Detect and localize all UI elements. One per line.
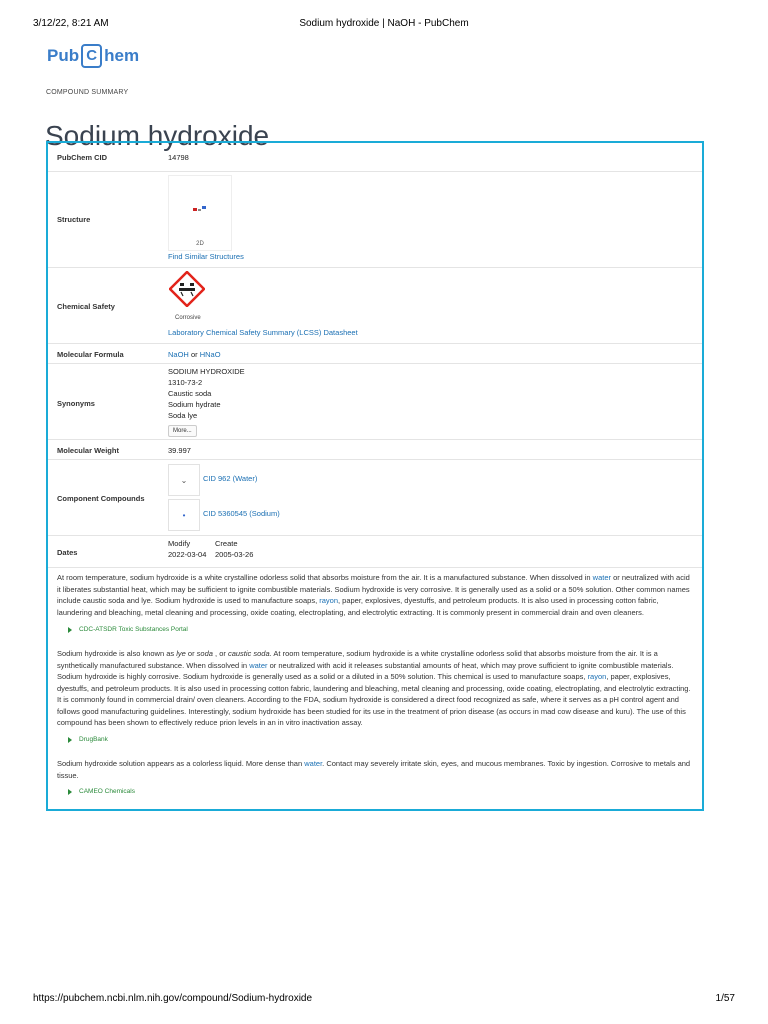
- desc-text: , paper, explosives, dyestuffs, and petroleum products. It is also used in processing cotton fabric, laundering and bleaching, metal cleaning and processing, oxide coating, electroplating, and electrolytic extracting. It is commonly present in commercial drain and oven cleaners.: [57, 596, 659, 617]
- row-molecular-formula: [48, 343, 702, 363]
- row-synonyms: [48, 363, 702, 439]
- formula-hnao-link[interactable]: HNaO: [199, 350, 221, 359]
- pictogram-caption: Corrosive: [175, 315, 201, 321]
- formula-naoh-link[interactable]: NaOH: [168, 350, 189, 359]
- description-paragraph: [57, 758, 693, 781]
- row-cid: [48, 143, 702, 171]
- molecular-weight-label: Molecular Weight: [57, 446, 119, 455]
- water-link[interactable]: water: [249, 660, 268, 670]
- description-paragraph: [57, 572, 693, 618]
- desc-text: , or: [212, 649, 228, 658]
- print-timestamp: 3/12/22, 8:21 AM: [33, 18, 109, 29]
- desc-text: Sodium hydroxide solution appears as a colorless liquid. More dense than: [57, 759, 305, 768]
- source-cdc-atsdr[interactable]: [68, 626, 188, 633]
- source-cameo-chemicals[interactable]: [68, 788, 135, 795]
- component-compounds-label: Component Compounds: [57, 494, 145, 503]
- print-page-number: 1/57: [715, 993, 735, 1004]
- print-footer: [33, 993, 735, 1007]
- source-label: CAMEO Chemicals: [79, 788, 135, 795]
- synonyms-label: Synonyms: [57, 399, 95, 408]
- desc-italic: soda: [196, 649, 213, 658]
- synonym-item: SODIUM HYDROXIDE: [168, 367, 245, 376]
- create-date: 2005-03-26: [215, 550, 254, 559]
- rayon-link[interactable]: rayon: [319, 596, 338, 605]
- molecular-formula-label: Molecular Formula: [57, 350, 124, 359]
- sodium-thumbnail[interactable]: [168, 499, 200, 531]
- source-drugbank[interactable]: [68, 736, 108, 743]
- molecule-icon: [193, 206, 207, 212]
- row-chemical-safety: [48, 267, 702, 343]
- print-header: [33, 18, 735, 32]
- molecular-weight-value: 39.997: [168, 446, 191, 455]
- molecular-formula-value: [168, 350, 221, 359]
- source-label: CDC-ATSDR Toxic Substances Portal: [79, 626, 188, 633]
- lcss-datasheet-link[interactable]: Laboratory Chemical Safety Summary (LCSS) Datasheet: [168, 328, 358, 337]
- synonyms-more-button[interactable]: More...: [168, 425, 197, 437]
- formula-joiner: or: [190, 350, 198, 359]
- desc-text: or: [185, 649, 197, 658]
- logo-c-icon: C: [81, 44, 102, 68]
- modify-date: 2022-03-04: [168, 550, 207, 559]
- synonym-item: Sodium hydrate: [168, 400, 221, 409]
- pubchem-logo[interactable]: [47, 44, 139, 68]
- desc-text: At room temperature, sodium hydroxide is a white crystalline odorless solid that absorbs moisture from the air. It is a manufactured substance. When dissolved in: [57, 573, 593, 582]
- cid-value: 14798: [168, 153, 189, 162]
- compound-summary-box: [46, 141, 704, 811]
- row-component-compounds: [48, 459, 702, 535]
- logo-text-left: Pub: [47, 46, 80, 65]
- desc-italic: caustic soda: [227, 649, 270, 658]
- desc-text: or neutralized with acid it releases substantial amounts of heat, which may prove sufficient to ignite combustible materials. Sodium hydroxide is highly corrosive. Sodium hydroxide is generally used as a solid or a diluted in a 50% solution. This chemical is used to manufacture soaps,: [57, 660, 674, 681]
- synonym-item: Soda lye: [168, 411, 198, 420]
- print-url: https://pubchem.ncbi.nlm.nih.gov/compound/Sodium-hydroxide: [33, 993, 313, 1004]
- expand-triangle-icon: [68, 789, 72, 795]
- modify-label: Modify: [168, 539, 191, 548]
- water-link[interactable]: water: [592, 573, 612, 582]
- desc-italic: lye: [176, 649, 186, 658]
- desc-text: or neutralized with acid it liberates substantial heat, which may be sufficient to ignite combustible materials. Sodium hydroxide is very corrosive. It is generally used as a solid or a 50% solution. Other common names include caustic soda and lye. Sodium hydroxide is used to manufacture soaps,: [57, 573, 690, 605]
- create-label: Create: [215, 539, 238, 548]
- row-dates: [48, 535, 702, 567]
- cid-962-water-link[interactable]: CID 962 (Water): [203, 474, 258, 483]
- page-title: Sodium hydroxide: [45, 119, 270, 151]
- description-section: [48, 567, 702, 811]
- source-label: DrugBank: [79, 736, 108, 743]
- cid-label: PubChem CID: [57, 153, 108, 162]
- expand-triangle-icon: [68, 737, 72, 743]
- description-paragraph: [57, 648, 693, 729]
- synonym-item: 1310-73-2: [168, 378, 203, 387]
- synonym-item: Caustic soda: [168, 389, 212, 398]
- corrosive-pictogram-icon[interactable]: [169, 271, 205, 307]
- rayon-link[interactable]: rayon: [587, 672, 607, 681]
- sodium-atom-icon: •: [182, 511, 186, 520]
- water-link[interactable]: water: [304, 759, 323, 768]
- structure-2d-tag: 2D: [196, 241, 204, 247]
- section-label: COMPOUND SUMMARY: [46, 89, 129, 96]
- desc-text: . Contact may severely irritate skin, eyes, and mucous membranes. Toxic by ingestion. Corrosive to metals and tissue.: [57, 759, 691, 780]
- cid-5360545-sodium-link[interactable]: CID 5360545 (Sodium): [203, 509, 280, 518]
- water-thumbnail[interactable]: [168, 464, 200, 496]
- structure-thumbnail[interactable]: [168, 175, 232, 251]
- row-molecular-weight: [48, 439, 702, 459]
- row-structure: [48, 171, 702, 267]
- find-similar-structures-link[interactable]: Find Similar Structures: [168, 252, 244, 261]
- desc-text: . At room temperature, sodium hydroxide is a white crystalline odorless solid that absorbs moisture from the air. It is a synthetically manufactured substance. When dissolved in: [57, 649, 658, 670]
- chemical-safety-label: Chemical Safety: [57, 302, 115, 311]
- water-molecule-icon: ⌄: [180, 476, 188, 485]
- desc-text: , paper, explosives, dyestuffs, and petroleum products. It is also used in processing cotton fabric, laundering and bleaching, metal cleaning and processing, oxide coating, electroplating, and electrolytic extracting. It is commonly found in commercial drain/ oven cleaners. According to the FDA, sodium hydroxide is considered a direct food recognized as safe, where it serves as a pH control agent and follows good manufacturing guidelines. Interestingly, sodium hydroxide has been studied for its use in the treatment of prion disease (as occurs in mad cow disease and kuru). The use of this compound has been shown to effectively reduce prion levels in an in vitro inactivation assay.: [57, 672, 691, 727]
- desc-text: Sodium hydroxide is also known as: [57, 649, 177, 658]
- dates-label: Dates: [57, 548, 78, 557]
- expand-triangle-icon: [68, 627, 72, 633]
- logo-text-right: hem: [104, 46, 140, 65]
- structure-label: Structure: [57, 215, 91, 224]
- print-doc-title: Sodium hydroxide | NaOH - PubChem: [299, 18, 469, 29]
